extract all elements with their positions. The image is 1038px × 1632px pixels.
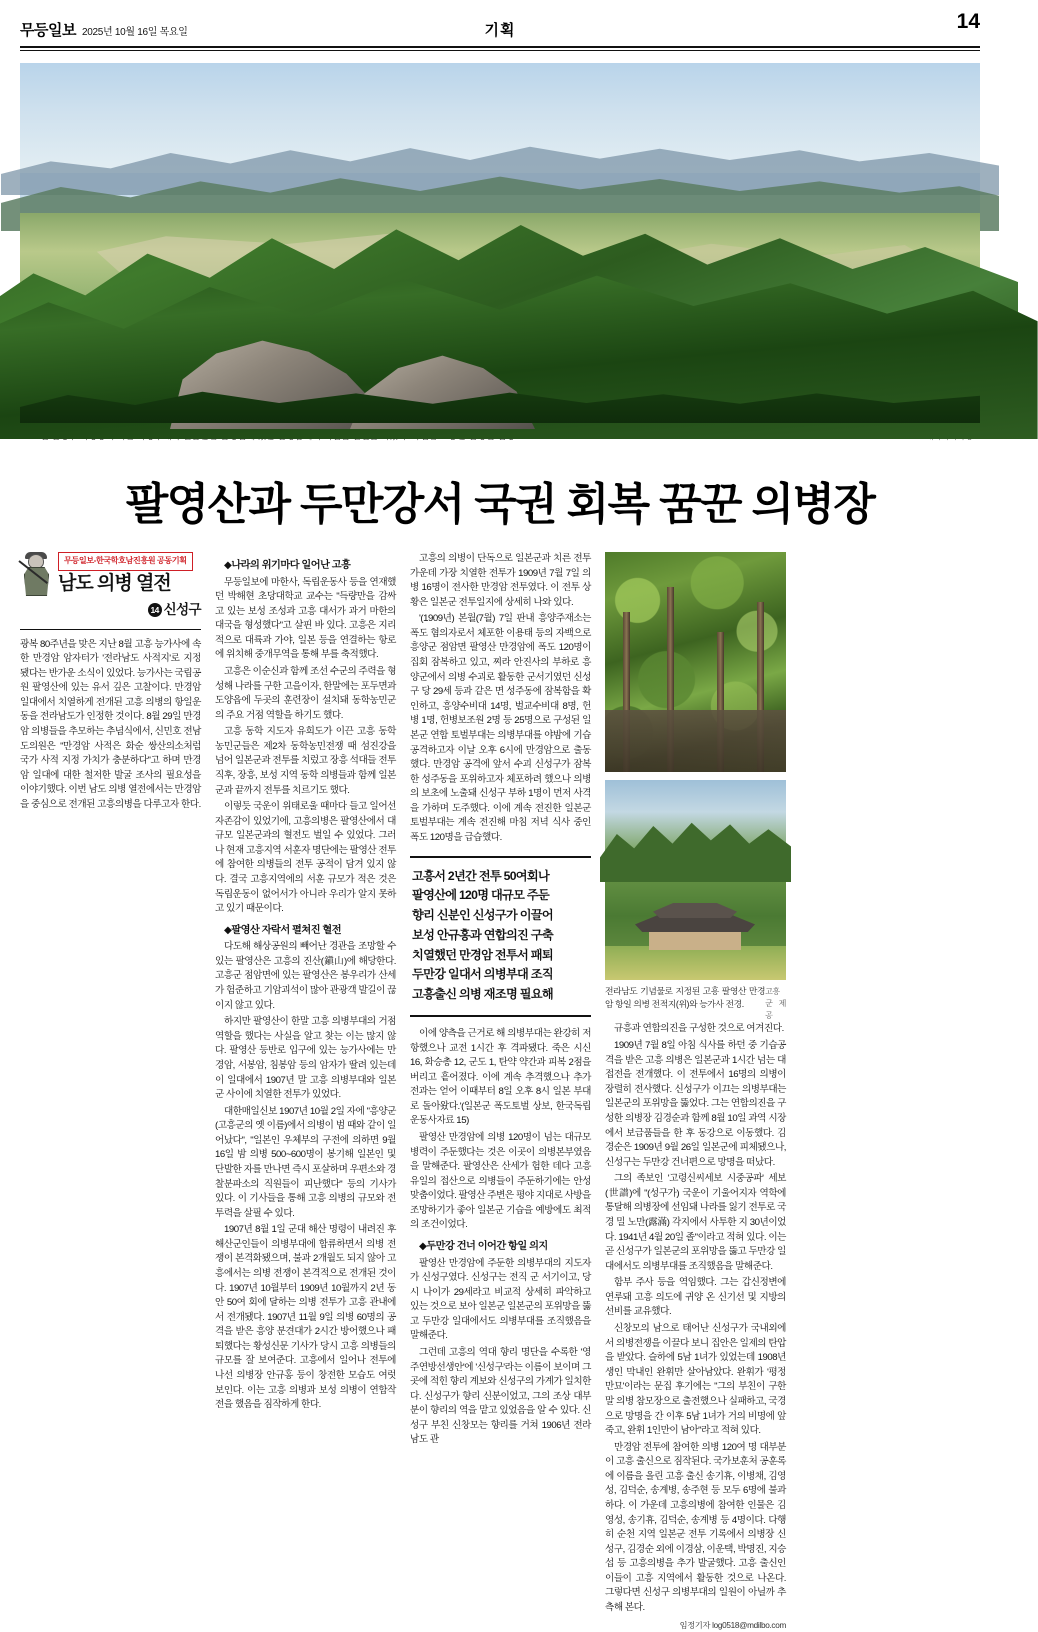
series-text-block [58,552,201,595]
temple-wall [649,930,741,950]
pull-quote-line-1: 고흥서 2년간 전투 50여회나 [412,868,550,883]
tree-trunk [623,612,630,772]
pull-quote-line-5: 치열했던 만경암 전투서 패퇴 [412,947,553,962]
c2-paragraph-3: 고흥 동학 지도자 유희도가 이끈 고흥 동학 농민군들은 제2차 동학농민전쟁 때 섬진강을 넘어 일본군과 전투를 치렀고 장흥 석대들 전투 직후, 장흥, 보성 지역 동학 의병들과 함께 일본군과 끝까지 전투를 치르기도 했다. [215,726,396,796]
c4-paragraph-3: 그의 족보인 '고령신씨세보 시중공파' 세보(世譜)에 "(성구가) 국운이 기울어지자 역학에 통달해 의병장에 선임돼 나라를 잃기 전투로 국경 밀 노만(露滿) 각지에서 사투한 지 30년이었다. 1941년 4월 20일 졸"이라고 적혀 있다. 이는 곧 신성구가 일본군의 포위망을 뚫고 두만강 일대에서도 의병부대를 조직했음을 말해준다. [605,1173,786,1272]
c4-paragraph-5: 신창모의 남으로 태어난 신성구가 국내외에서 의병전쟁을 이끌다 보니 집안은 일제의 탄압을 받았다. 슬하에 5남 1녀가 있었는데 1908년 생인 막내인 완휘만 살아남았다. 완휘가 '평정만묘'이라는 문집 후기에는 "그의 부친이 구한말 의병 참모장으로 출전했으나 실패하고, 국경으로 망명을 간 이후 5남 1녀가 거의 비명에 앞죽고, 완휘 1인만이 남아"라고 적혀 있다. [605,1323,786,1437]
article-headline: 팔영산과 두만강서 국권 회복 꿈꾼 의병장 [125,480,875,529]
c2-paragraph-2: 고흥은 이순신과 함께 조선 수군의 주력을 형성해 나라를 구한 고을이자, 한말에는 포두면과 도양읍에 두곳의 훈련장이 설치돼 동학농민군의 주요 거점 역할을 하기도 했다. [215,665,397,721]
c2-paragraph-5: 다도해 해상공원의 빼어난 경관을 조망할 수 있는 팔영산은 고흥의 진산(鎭山)에 해당한다. 고흥군 점암면에 있는 팔영산은 봉우리가 산세가 험준하고 기암괴석이 많아 관광객 발길이 끊이지 않고 있다. [215,941,396,1011]
publication-date: 2025년 10월 16일 목요일 [81,26,188,38]
photo-caption-row [605,985,786,1022]
hero-image-palyeongsan [20,63,980,423]
c3-paragraph-5: 팔영산 만경암에 주둔한 의병부대의 지도자가 신성구였다. 신성구는 전직 군 서기이고, 당시 나이가 29세라고 비교적 상세히 파악하고 있는 것으로 보아 일본군 일본군의 포위망을 뚫고 두만강 일대에서도 의병부대를 조직했음을 말해준다. [410,1257,591,1342]
temple-背-ridge [600,802,792,882]
tree-trunk [757,602,764,772]
episode-number-badge: 14 [148,603,162,617]
c2-paragraph-6: 하지만 팔영산이 한말 고흥 의병부대의 거점 역할을 했다는 사실을 알고 찾는 이는 많지 않다. 팔영산 등반로 입구에 있는 능가사에는 만경암, 서봉암, 침봉암 등의 암자가 딸려 있는데 이 일대에서 1907년 말 고흥 의병부대와 일본군 사이에 치열한 전투가 있었다. [215,1016,396,1101]
series-episode [20,600,201,621]
series-badge [20,552,201,621]
pull-quote-line-3: 향리 신분인 신성구가 이끌어 [412,908,553,923]
c2-paragraph-1: 무등일보에 마한사, 독립운동사 등을 연재했던 박해현 초당대학교 교수는 "득량만을 감싸고 있는 보성 조성과 고흥 대서가 과거 마한의 대국을 형성했다"고 살핀 바 있다. 고흥은 지리적으로 대륙과 가야, 일본 등을 연결하는 항로에 위치해 중개무역을 통해 부를 축적했다. [215,576,396,661]
series-divider [20,629,201,630]
section-title: 기획 [484,21,516,39]
tree-trunk [667,587,674,772]
c3-paragraph-4: 팔영산 만경암에 의병 120명이 넘는 대규모 병력이 주둔했다는 것은 이곳이 의병본부였음을 말해준다. 팔영산은 산세가 험한 데다 고흥 유일의 접산으로 의병들이 주둔하기에는 안성맞춤이었다. 팔영산 주변은 평야 지대로 사방을 조망하기가 좋아 일본군 기습을 예방에도 최적의 조건이었다. [410,1131,591,1231]
c3-paragraph-2: '(1909년) 본월(7월) 7일 판내 흥양주재소는 폭도 혐의자로서 체포한 이용태 등의 자백으로 흥양군 점암면 팔영산 만경암에 폭도 120명이 집회 잠복하고 있고, 찌라 안진사의 부하로 흥양군에서 의병 수괴로 활동한 군서기였던 신성구 당 29세 등과 같은 면 성주동에 잠복함을 확인하고, 흥양수비대 14명, 벌교수비대 8명, 헌병 1명, 헌병보조원 2명 등 25명으로 구성된 일본군 연합 토벌부대는 의병부대를 야밤에 기습 공격하고자 이날 오후 6시에 만경암으로 출동했다. 만경암 공격에 앞서 수괴 신성구가 잠복한 성주동을 포위하고자 체포하려 했으나 의병의 보초에 노출돼 신성구 부하 1명이 먼저 사격을 가하며 도주했다. 이에 계속 전진한 일본군 토벌부대는 계속 전진해 마침 저녁 식사 중인 폭도 120명을 급습했다. [410,613,591,843]
column-1 [20,552,201,1632]
column-4 [605,552,786,1632]
article-columns [20,552,980,1632]
c3-paragraph-1: 고흥의 의병이 단독으로 일본군과 치른 전투 가운데 가장 치열한 전투가 1909년 7월 7일 의병 16명이 전사한 만경암 전투였다. 이 전투 상황은 일본군 전투일지에 상세히 나와 있다. [410,553,591,608]
hero-photo-block [20,63,980,446]
episode-person-name: 신성구 [163,602,201,617]
c4-paragraph-6: 만경암 전투에 참여한 의병 120여 명 대부분이 고흥 출신으로 짐작된다. 국가보훈처 공훈록에 이름을 올린 고흥 출신 송기휴, 이병채, 김영성, 김덕순, 송계병, 송주현 등 모두 6명에 불과하다. 이 가운데 고흥의병에 참여한 인물은 김영성, 송기휴, 김덕순, 송계병 등 4명이다. 다행히 순천 지역 일본군 전투 기록에서 의병장 신성구, 김경순 외에 이경삼, 이운택, 박명진, 지승섭 등 고흥의병을 추가 발굴했다. 고흥 출신인 이들이 고흥 지역에서 활동한 것으로 나온다. 그렇다면 신성구 의병부대의 일원이 아닐까 추측해 본다. [605,1441,786,1614]
c3-paragraph-3: 이에 양측을 근거로 해 의병부대는 완강히 저항했으나 교전 1시간 후 격파됐다. 죽은 시신 16, 화승총 12, 군도 1, 탄약 약간과 피복 2점을 버리고 흩어졌다. 이에 계속 추격했으나 추가 전과는 얻어 이때부터 8일 오후 8시 일본 부대로 돌아왔다.'(일본군 폭도토벌 상보, 한국독립운동사자료 15) [410,1027,592,1127]
photo-neunggasa-temple [605,780,786,980]
temple-field [605,946,786,980]
c2-paragraph-7: 대한매일신보 1907년 10월 2일 자에 "흥양군(고흥군의 옛 이름)에서 의병이 범 때와 같이 일어났다", "일본인 우체부의 구전에 의하면 9월 16일 밤 의병 500~600명이 봉기해 일본인 및 단발한 자를 만나면 즉시 포살하며 우편소와 경찰분파소의 직원들이 피난했다" 등의 기사가 있다. 이 기사들을 통해 고흥 의병의 규모와 전투력을 살필 수 있다. [215,1105,396,1219]
series-header [20,552,201,596]
soldier-head [28,554,44,569]
masthead [20,0,980,42]
column-3 [410,552,591,1632]
c4-paragraph-2: 1909년 7월 8일 아침 식사를 하던 중 기습공격을 받은 고흥 의병은 일본군과 1시간 넘는 대접전을 전개했다. 이 전투에서 16명의 의병이 장렬히 전사했다. 신성구가 이끄는 의병부대는 일본군의 포위망을 뚫었다. 그는 연합의진을 구성한 의병장 김경순과 함께 8월 10일 과역 시장에서 보급품들을 한 후 동강으로 이동했다. 김경순은 1909년 9월 26일 일본군에 피체됐으나, 신성구는 두만강 건너편으로 망명을 떠났다. [605,1040,786,1168]
newspaper-logo: 무등일보 [20,21,76,39]
c4-paragraph-1: 규흥과 연합의진을 구성한 것으로 여겨진다. [614,1023,784,1035]
photo-caption: 전라남도 기념물로 지정된 고흥 팔영산 만경암 항일 의병 전적지(위)와 능가사 전경. [605,986,766,1010]
soldier-icon [20,552,54,596]
subhead-1: ◆나라의 위기마다 일어난 고흥 [224,560,351,571]
series-title: 남도 의병 열전 [58,572,171,594]
c4-paragraph-4: 함부 주사 등을 역임했다. 그는 갑신정변에 연루돼 고흥 의도에 귀양 온 신기선 및 지방의 선비를 교유했다. [605,1277,786,1318]
subhead-3: ◆두만강 건너 이어간 항일 의지 [419,1241,548,1253]
photo-credit: 고흥군 제공 [765,987,786,1021]
photo-manggyeongam-site [605,552,786,772]
column-2 [215,552,396,1632]
lead-paragraph: 광복 80주년을 맞은 지난 8월 고흥 능가사에 속한 만경암 암자터가 '전라남도 사적지'로 지정됐다는 반가운 소식이 있었다. 능가사는 국립공원 팔영산에 있는 유서 깊은 고찰이다. 만경암 일대에서 치열하게 전개된 고흥 의병의 항일운동을 전라남도가 인정한 것이다. 8월 29일 만경암 의병들을 추모하는 추념식에서, 신민호 전남도의원은 "만경암 사적은 화순 쌍산의소처럼 국가 사적 지정 가치가 충분하다"고 하며 만경암 일대에 대한 철저한 발굴 조사의 필요성을 이야기했다. 이번 남도 의병 열전에서는 만경암을 중심으로 전개된 고흥의병을 다루고자 한다. [20,638,201,810]
pull-quote-box [410,856,591,1017]
tree-trunk [717,632,724,772]
temple-roof-upper [653,902,737,918]
masthead-divider [20,46,980,51]
pull-quote-line-2: 팔영산에 120명 대규모 주둔 [412,888,550,903]
page-number: 14 [956,10,980,33]
c2-paragraph-8: 1907년 8월 1일 군대 해산 명령이 내려진 후 해산군인들이 의병부대에 합류하면서 의병 전쟁이 본격화됐으며, 불과 2개월도 되지 않아 고흥에서는 의병 전쟁이 본격적으로 전개된 것이다. 1907년 10월부터 1909년 10월까지 2년 동안 50여 회에 달하는 의병 전투가 고흥 관내에서 전개됐다. 1907년 11월 9일 의병 60명의 공격을 받은 흥양 분견대가 2시간 방어했으나 패퇴했다는 황성신문 기사가 당시 고흥 의병들의 규모를 잘 보여준다. 고흥에서 일어나 전투에 나선 의병장 안규홍 등이 창전한 모습도 여럿 보인다. 이는 고흥 의병과 보성 의병이 연합작전을 했음을 짐작하게 한다. [215,1224,396,1411]
pull-quote-line-4: 보성 안규홍과 연합의진 구축 [412,927,553,942]
c2-paragraph-4: 이렇듯 국운이 위태로울 때마다 들고 일어선 자존감이 있었기에, 고흥의병은 팔영산에서 대규모 일본군과의 혈전도 벌일 수 있었다. 그러나 현재 고흥지역 서훈자 명단에는 팔영산 전투에 참여한 의병들의 전투 공적이 담겨 있지 않다. 결국 고흥지역에의 서훈 규모가 적은 것은 독립운동이 없어서가 아니라 우리가 알지 못하고 있기 때문이다. [215,801,396,915]
subhead-2: ◆팔영산 자락서 펼쳐진 혈전 [224,924,342,936]
c3-paragraph-6: 그런데 고흥의 역대 향리 명단을 수록한 '영주연방선생안'에 '신성구'라는 이름이 보이며 그곳에 적힌 향리 계보와 신성구의 가계가 일치한다. 신성구가 향리 신분이었고, 그의 조상 대부분이 향리의 역을 맡고 있었음을 알 수 있다. 신성구 부친 신창모는 향리를 거쳐 1906년 전라남도 관 [410,1346,591,1446]
pull-quote-line-6: 두만강 일대서 의병부대 조직 [412,967,553,982]
reporter-byline: 임정기자 log0518@mdilbo.com [679,1620,786,1630]
pull-quote-line-7: 고흥출신 의병 재조명 필요해 [412,987,553,1002]
series-ribbon: 무등일보-한국학호남진흥원 공동기획 [58,552,193,571]
